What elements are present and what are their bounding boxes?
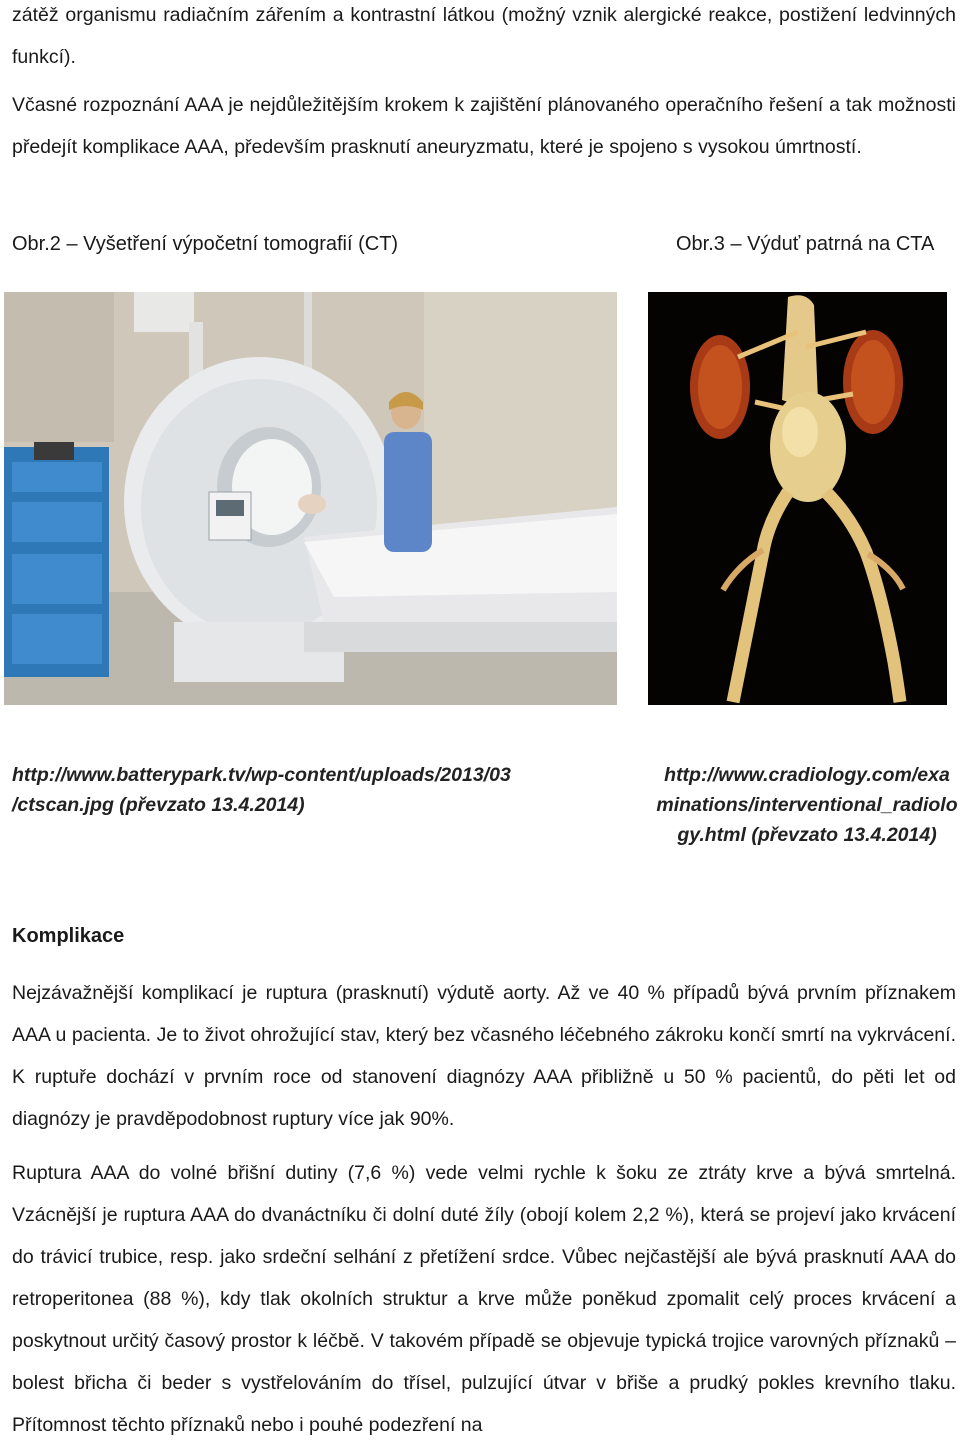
cta-aneurysm-image	[648, 292, 947, 705]
figure-2-source-line-1: http://www.batterypark.tv/wp-content/uploads/2013/03	[12, 764, 511, 786]
early-detection-paragraph: Včasné rozpoznání AAA je nejdůležitějším krokem k zajištění plánovaného operačního řešení a tak možnosti předejít komplikace AAA, především prasknutí aneuryzmatu, které je spojeno s vysokou úmrtností.	[12, 94, 956, 158]
rupture-types-paragraph: Ruptura AAA do volné břišní dutiny (7,6 %) vede velmi rychle k šoku ze ztráty krve a bývá smrtelná. Vzácnější je ruptura AAA do dvanáctníku či dolní duté žíly (obojí kolem 2,2 %), která se projeví jako krvácení do trávicí trubice, resp. jako srdeční selhání z přetížení srdce. Vůbec nejčastější ale bývá prasknutí AAA do retroperitonea (88 %), kdy tlak okolních struktur a krve může poněkud zpomalit celý proces krvácení a poskytnout určitý časový prostor k léčbě. V takovém případě se objevuje typická trojice varovných příznaků – bolest břicha či beder s vystřelováním do třísel, pulzující útvar v břiše a prudký pokles krevního tlaku. Přítomnost těchto příznaků nebo i pouhé podezření na	[12, 1162, 956, 1436]
figure-3-source-line-1: http://www.cradiology.com/exa	[664, 764, 950, 786]
figure-2-caption: Obr.2 – Vyšetření výpočetní tomografií (CT)	[12, 233, 399, 255]
figure-3-source-line-3: gy.html (převzato 13.4.2014)	[677, 824, 937, 846]
rupture-paragraph: Nejzávažnější komplikací je ruptura (prasknutí) výdutě aorty. Až ve 40 % případů bývá prvním příznakem AAA u pacienta. Je to život ohrožující stav, který bez včasného léčebného zákroku končí smrtí na vykrvácení. K ruptuře dochází v prvním roce od stanovení diagnózy AAA přibližně u 50 % pacientů, do pěti let od diagnózy je pravděpodobnost ruptury více jak 90%.	[12, 982, 956, 1130]
figure-3-caption: Obr.3 – Výduť patrná na CTA	[676, 233, 935, 255]
figure-2-source-line-2: /ctscan.jpg (převzato 13.4.2014)	[12, 794, 305, 816]
intro-paragraph-continued: zátěž organismu radiačním zářením a kontrastní látkou (možný vznik alergické reakce, postižení ledvinných funkcí).	[12, 4, 956, 68]
figure-2-source	[12, 760, 511, 820]
figure-3-source	[654, 760, 960, 850]
section-heading-complications: Komplikace	[12, 925, 125, 947]
ct-scan-photo	[4, 292, 617, 705]
figure-3-source-line-2: minations/interventional_radiolo	[656, 794, 958, 816]
